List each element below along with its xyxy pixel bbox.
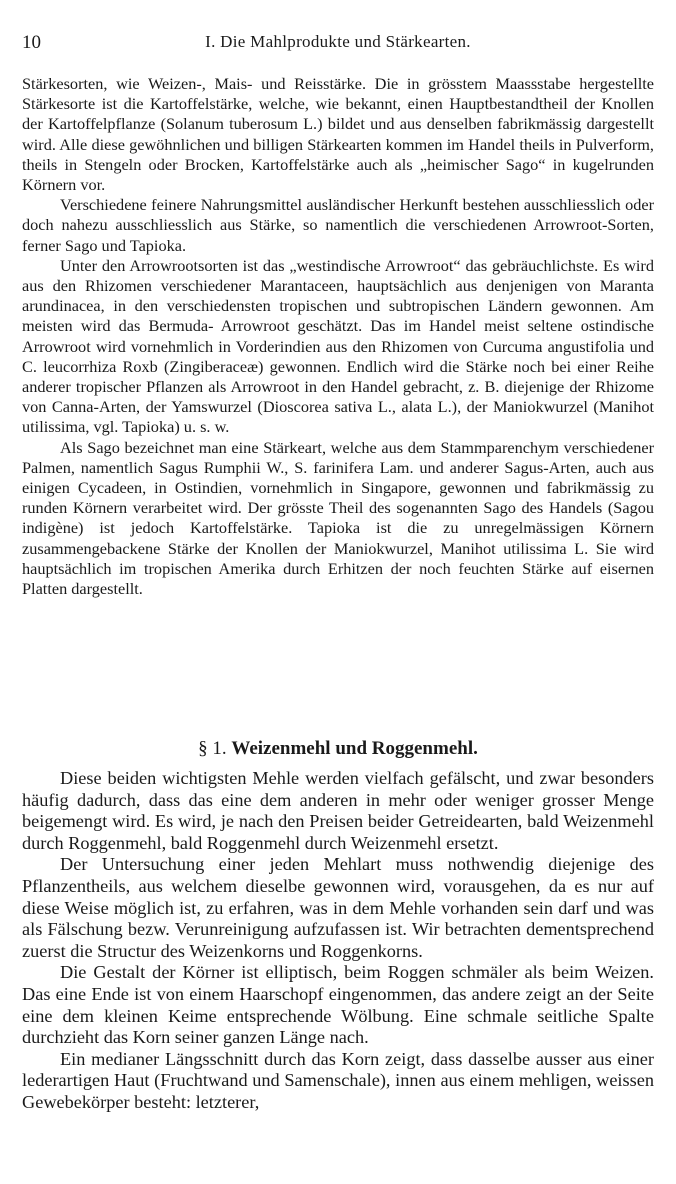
- paragraph: Ein medianer Längsschnitt durch das Korn zeigt, dass dasselbe ausser aus einer lederartigen Haut (Fruchtwand und Samenschale), innen aus einem mehligen, weissen Gewebekörper besteht: letzterer,: [22, 1048, 654, 1112]
- section-number: § 1.: [198, 738, 227, 759]
- page-header: [22, 32, 654, 56]
- section-heading: [22, 738, 654, 760]
- paragraph: Die Gestalt der Körner ist elliptisch, beim Roggen schmäler als beim Weizen. Das eine Ende ist von einem Haarschopf eingenommen, das andere zeigt an der Seite eine dem kleinen Keime entsprechende Wölbung. Eine schmale seitliche Spalte durchzieht das Korn seiner ganzen Länge nach.: [22, 962, 654, 1048]
- running-title: I. Die Mahlprodukte und Stärkearten.: [205, 32, 471, 51]
- paragraph: Unter den Arrowrootsorten ist das „westindische Arrowroot“ das gebräuchlichste. Es wird aus den Rhizomen verschiedener Marantaceen, hauptsächlich aus denjenigen von Maranta arundinacea, in den verschiedensten tropischen und subtropischen Ländern gewonnen. Am meisten wird das Bermuda- Arrowroot geschätzt. Das im Handel meist seltene ostindische Arrowroot wird vornehmlich in Vorderindien aus den Rhizomen von Curcuma angustifolia und C. leucorrhiza Roxb (Zingiberaceæ) gewonnen. Endlich wird die Stärke noch bei einer Reihe anderer tropischer Pflanzen als Arrowroot in den Handel gebracht, z. B. diejenige der Rhizome von Canna-Arten, der Yamswurzel (Dioscorea sativa L., alata L.), der Maniokwurzel (Manihot utilissima, vgl. Tapioka) u. s. w.: [22, 255, 654, 437]
- paragraph: Diese beiden wichtigsten Mehle werden vielfach gefälscht, und zwar besonders häufig dadurch, dass das eine dem anderen in mehr oder weniger grosser Menge beigemengt wird. Es wird, je nach den Preisen beider Getreidearten, bald Weizenmehl durch Roggenmehl, bald Roggenmehl durch Weizenmehl ersetzt.: [22, 768, 654, 853]
- paragraph: Verschiedene feinere Nahrungsmittel ausländischer Herkunft bestehen ausschliesslich oder doch nahezu ausschliesslich aus Stärke, so namentlich die verschiedenen Arrowroot-Sorten, ferner Sago und Tapioka.: [22, 195, 654, 255]
- intro-text-block: [22, 74, 654, 599]
- page-number: 10: [22, 32, 41, 53]
- section-title: Weizenmehl und Roggenmehl.: [231, 738, 478, 759]
- section-text-block: [22, 768, 654, 1114]
- paragraph: Der Untersuchung einer jeden Mehlart muss nothwendig diejenige des Pflanzentheils, aus welchem dieselbe gewonnen wird, vorausgehen, da es nur auf diese Weise möglich ist, zu erfahren, was in dem Mehle vorhanden sein darf und was als Fälschung bezw. Verunreinigung aufzufassen ist. Wir betrachten dementsprechend zuerst die Structur des Weizenkorns und Roggenkorns.: [22, 854, 654, 961]
- paragraph: Als Sago bezeichnet man eine Stärkeart, welche aus dem Stammparenchym verschiedener Palmen, namentlich Sagus Rumphii W., S. farinifera Lam. und anderer Sagus-Arten, auch aus einigen Cycadeen, in Ostindien, vornehmlich in Singapore, gewonnen und fabrikmässig zu runden Körnern verarbeitet wird. Der grösste Theil des sogenannten Sago des Handels (Sagou indigène) ist jedoch Kartoffelstärke. Tapioka ist die zu unregelmässigen Körnern zusammengebackene Stärke der Knollen der Maniokwurzel, Manihot utilissima L. Sie wird hauptsächlich im tropischen Amerika durch Erhitzen der noch feuchten Stärke auf eisernen Platten dargestellt.: [22, 437, 654, 599]
- paragraph: Stärkesorten, wie Weizen-, Mais- und Reisstärke. Die in grösstem Maassstabe hergestellte Stärkesorte ist die Kartoffelstärke, welche, wie bekannt, einen Hauptbestandtheil der Knollen der Kartoffelpflanze (Solanum tuberosum L.) bildet und aus denselben fabrikmässig dargestellt wird. Alle diese gewöhnlichen und billigen Stärkearten kommen im Handel theils in Pulverform, theils in Stengeln oder Brocken, Kartoffelstärke auch als „heimischer Sago“ in kugelrunden Körnern vor.: [22, 74, 654, 195]
